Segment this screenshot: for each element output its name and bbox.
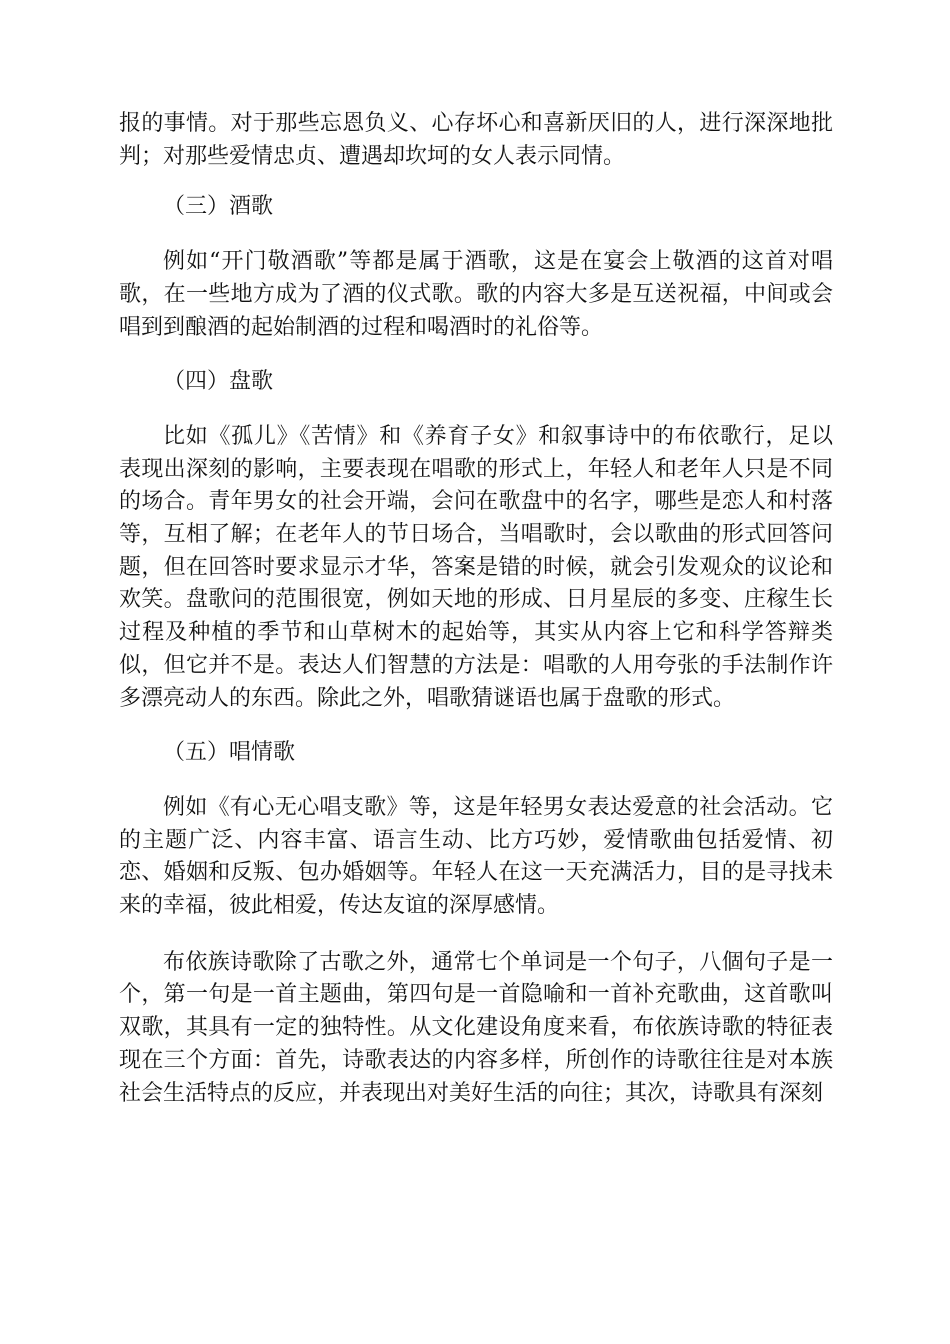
document-body: [119, 108, 833, 1110]
paragraph-pange: 比如《孤儿》《苦情》和《养育子女》和叙事诗中的布依歌行，足以表现出深刻的影响，主要表现在唱歌的形式上，年轻人和老年人只是不同的场合。青年男女的社会开端，会问在歌盘中的名字，哪些是恋人和村落等，互相了解；在老年人的节日场合，当唱歌时，会以歌曲的形式回答问题，但在回答时要求显示才华，答案是错的时候，就会引发观众的议论和欢笑。盘歌问的范围很宽，例如天地的形成、日月星辰的多变、庄稼生长过程及种植的季节和山草树木的起始等，其实从内容上它和科学答辩类似，但它并不是。表达人们智慧的方法是：唱歌的人用夸张的手法制作许多漂亮动人的东西。除此之外，唱歌猜谜语也属于盘歌的形式。: [119, 423, 833, 711]
paragraph-continued: 报的事情。对于那些忘恩负义、心存坏心和喜新厌旧的人，进行深深地批判；对那些爱情忠贞、遭遇却坎坷的女人表示同情。: [119, 111, 833, 169]
paragraph-buyi-poetry: 布依族诗歌除了古歌之外，通常七个单词是一个句子，八個句子是一个，第一句是一首主题曲，第四句是一首隐喻和一首补充歌曲，这首歌叫双歌，其具有一定的独特性。从文化建设角度来看，布依族诗歌的特征表现在三个方面：首先，诗歌表达的内容多样，所创作的诗歌往往是对本族社会生活特点的反应，并表现出对美好生活的向往；其次，诗歌具有深刻: [119, 949, 833, 1106]
paragraph-jiuge: 例如“开门敬酒歌”等都是属于酒歌，这是在宴会上敬酒的这首对唱歌，在一些地方成为了酒的仪式歌。歌的内容大多是互送祝福，中间或会唱到到酿酒的起始制酒的过程和喝酒时的礼俗等。: [119, 249, 833, 340]
section-heading-qingge: （五）唱情歌: [163, 740, 296, 766]
section-heading-jiuge: （三）酒歌: [163, 194, 274, 220]
paragraph-qingge: 例如《有心无心唱支歌》等，这是年轻男女表达爱意的社会活动。它的主题广泛、内容丰富、语言生动、比方巧妙，爱情歌曲包括爱情、初恋、婚姻和反叛、包办婚姻等。年轻人在这一天充满活力，目的是寻找未来的幸福，彼此相爱，传达友谊的深厚感情。: [119, 794, 833, 919]
section-heading-pange: （四）盘歌: [163, 369, 274, 395]
